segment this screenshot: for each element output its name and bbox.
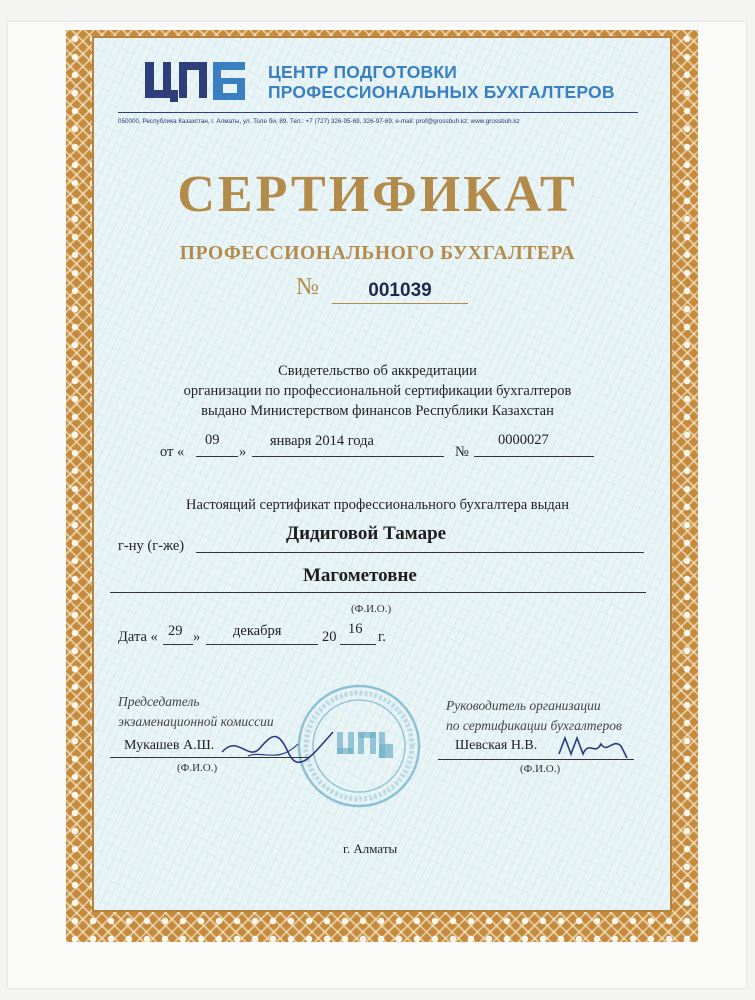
head-title-line2: по сертификации бухгалтеров	[446, 718, 622, 733]
accreditation-line2: организации по профессиональной сертификации бухгалтеров	[183, 383, 572, 399]
accreditation-num-label: №	[455, 444, 469, 460]
accreditation-month-year: января 2014 года	[270, 433, 374, 449]
date-month-line	[206, 644, 318, 645]
date-day: 29	[168, 623, 183, 639]
accreditation-day-line	[196, 456, 238, 457]
accreditation-line3: выдано Министерством финансов Республики Казахстан	[201, 403, 554, 419]
date-year-line	[340, 644, 376, 645]
recipient-name-line2: Магометовне	[303, 565, 417, 586]
recipient-label: г-ну (г-же)	[118, 538, 185, 554]
date-year-suffix: 16	[348, 621, 363, 637]
accreditation-date-row	[0, 432, 755, 462]
chairman-fio-label: (Ф.И.О.)	[177, 762, 218, 774]
accreditation-text	[0, 361, 755, 421]
accreditation-day: 09	[205, 432, 220, 448]
center-name-line1: ЦЕНТР ПОДГОТОВКИ	[268, 62, 458, 82]
accreditation-number-line	[474, 456, 594, 457]
chairman-name: Мукашев А.Ш.	[124, 738, 215, 753]
head-title-line1: Руководитель организации	[446, 698, 601, 713]
chairman-signature	[218, 722, 338, 772]
recipient-fio-label: (Ф.И.О.)	[351, 603, 392, 615]
head-name: Шевская Н.В.	[455, 738, 538, 753]
date-day-line	[163, 644, 193, 645]
date-year-end: г.	[378, 629, 386, 645]
center-address: 050000, Республика Казахстан, г. Алматы, ул. Толе би, 89. Тел.: +7 (727) 326-95-69, 326-97-69; e-mail: prof@grossbuh.kz; www.grossbuh.kz	[118, 118, 520, 125]
chairman-title-line2: экзаменационной комиссии	[118, 714, 274, 729]
accreditation-from-label: от «	[160, 444, 185, 460]
accreditation-line1: Свидетельство об аккредитации	[278, 363, 477, 379]
certificate-title: СЕРТИФИКАТ	[177, 166, 578, 223]
recipient-name-line1: Дидиговой Тамаре	[286, 523, 447, 544]
accreditation-number: 0000027	[498, 432, 549, 448]
center-name	[268, 62, 615, 102]
date-label: Дата «	[118, 629, 158, 645]
accreditation-quote-close: »	[239, 444, 247, 460]
date-year-prefix: 20	[322, 629, 337, 645]
head-signature	[555, 730, 635, 764]
cpb-logo	[143, 58, 253, 104]
date-month: декабря	[233, 623, 282, 639]
certificate-number: 001039	[332, 280, 468, 304]
issued-text: Настоящий сертификат профессионального бухгалтера выдан	[186, 497, 569, 513]
certificate-subtitle: ПРОФЕССИОНАЛЬНОГО БУХГАЛТЕРА	[179, 243, 576, 264]
chairman-title-line1: Председатель	[118, 694, 200, 709]
date-quote-close: »	[193, 629, 201, 645]
recipient-line2	[110, 592, 646, 593]
head-fio-label: (Ф.И.О.)	[520, 763, 561, 775]
center-name-line2: ПРОФЕССИОНАЛЬНЫХ БУХГАЛТЕРОВ	[268, 82, 615, 102]
accreditation-month-line	[252, 456, 444, 457]
recipient-line1	[196, 552, 644, 553]
city: г. Алматы	[343, 841, 398, 856]
header-divider	[118, 112, 638, 113]
number-sign: №	[296, 274, 319, 300]
